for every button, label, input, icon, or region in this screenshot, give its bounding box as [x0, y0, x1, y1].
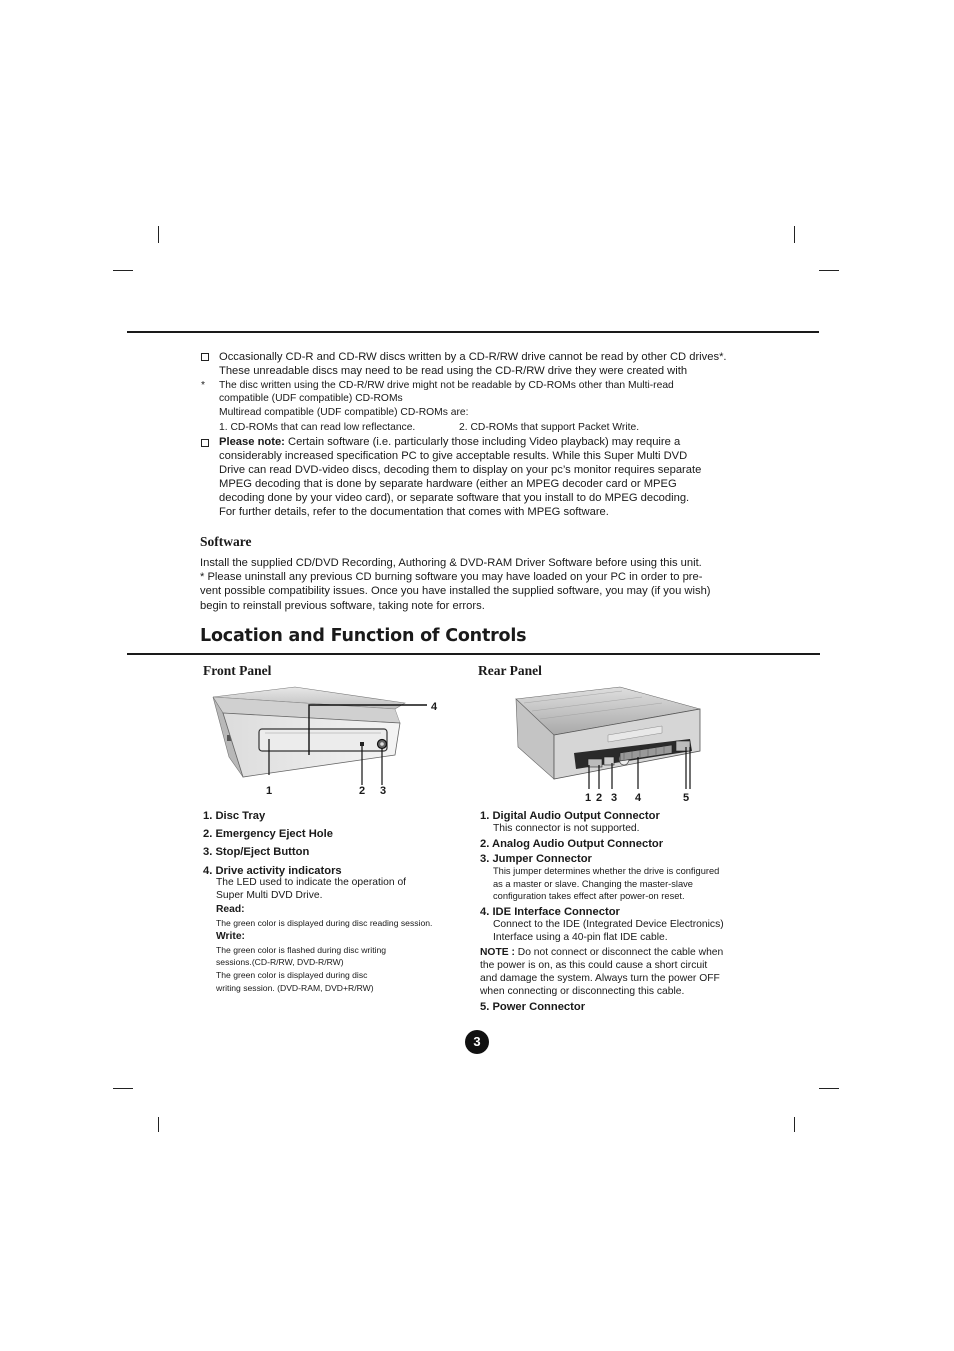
crop-mark — [819, 1088, 839, 1089]
checkbox-bullet-icon — [201, 439, 209, 447]
write-desc-line-2: sessions.(CD-R/RW, DVD-R/RW) — [216, 957, 344, 967]
note-1-line-1: Occasionally CD-R and CD-RW discs written by a CD-R/RW drive cannot be read by other CD drives*. — [219, 351, 727, 363]
rear-callout-3: 3 — [611, 792, 618, 804]
rear-callout-1: 1 — [585, 792, 592, 804]
rear-item-5: 5. Power Connector — [480, 1001, 586, 1013]
please-note-line-2: considerably increased specification PC to give acceptable results. While this Super Multi DVD — [219, 450, 688, 462]
rear-item-1: 1. Digital Audio Output Connector — [480, 810, 660, 822]
front-callout-4: 4 — [431, 701, 438, 713]
rear-callout-4: 4 — [635, 792, 642, 804]
please-note-label: Please note: — [219, 436, 285, 448]
front-panel-heading: Front Panel — [203, 663, 272, 678]
write-desc-line-4: writing session. (DVD-RAM, DVD+R/RW) — [216, 983, 374, 993]
please-note-text: Certain software (i.e. particularly those including Video playback) may require a — [284, 436, 681, 448]
page-number: 3 — [465, 1030, 489, 1054]
front-item-3: 3. Stop/Eject Button — [203, 846, 310, 858]
front-callout-1: 1 — [266, 785, 273, 797]
please-note-line-3: Drive can read DVD-video discs, decoding them to display on your pc’s monitor requires separate — [219, 464, 702, 476]
please-note-line-1 — [219, 435, 680, 449]
please-note-line-6: For further details, refer to the documentation that comes with MPEG software. — [219, 506, 609, 518]
rear-item-3-desc-1: This jumper determines whether the drive is configured — [493, 866, 720, 876]
rear-panel-drive-illustration — [512, 685, 708, 793]
crop-mark — [794, 226, 795, 243]
footnote-marker: * — [201, 380, 206, 391]
top-rule — [127, 331, 819, 333]
software-heading: Software — [200, 534, 252, 549]
read-label: Read: — [216, 904, 245, 915]
front-item-1: 1. Disc Tray — [203, 810, 266, 822]
led-desc-line-2: Super Multi DVD Drive. — [216, 890, 323, 901]
write-label: Write: — [216, 931, 245, 942]
note-1-line-2: These unreadable discs may need to be read using the CD-R/RW drive they were created with — [219, 365, 688, 377]
crop-mark — [794, 1117, 795, 1132]
crop-mark — [158, 1117, 159, 1132]
footnote-item-1: 1. CD-ROMs that can read low reflectance. — [219, 422, 416, 433]
front-item-4: 4. Drive activity indicators — [203, 865, 342, 877]
rear-item-3: 3. Jumper Connector — [480, 853, 592, 865]
checkbox-bullet-icon — [201, 353, 209, 361]
rear-item-3-desc-2: as a master or slave. Changing the master-slave — [493, 879, 693, 889]
section-rule — [127, 653, 820, 655]
rear-item-4: 4. IDE Interface Connector — [480, 906, 620, 918]
crop-mark — [113, 1088, 133, 1089]
footnote-item-2: 2. CD-ROMs that support Packet Write. — [459, 422, 640, 433]
crop-mark — [158, 226, 159, 243]
please-note-line-5: decoding done by your video card), or separate software that you install to do MPEG decoding. — [219, 492, 690, 504]
led-desc-line-1: The LED used to indicate the operation of — [216, 877, 407, 888]
rear-note-line-4: when connecting or disconnecting this cable. — [480, 986, 685, 997]
footnote-line-1: The disc written using the CD-R/RW drive might not be readable by CD-ROMs other than Multi-read — [219, 380, 674, 391]
rear-item-3-desc-3: configuration takes effect after power-on reset. — [493, 891, 685, 901]
rear-item-1-desc: This connector is not supported. — [493, 823, 640, 834]
rear-note-text: Do not connect or disconnect the cable when — [514, 947, 724, 958]
software-line-1: Install the supplied CD/DVD Recording, Authoring & DVD-RAM Driver Software before using this unit. — [200, 557, 702, 569]
footnote-line-3: Multiread compatible (UDF compatible) CD-ROMs are: — [219, 407, 469, 418]
crop-mark — [113, 270, 133, 271]
rear-item-4-desc-2: Interface using a 40-pin flat IDE cable. — [493, 932, 668, 943]
read-desc: The green color is displayed during disc reading session. — [216, 918, 433, 928]
rear-callout-5: 5 — [683, 792, 690, 804]
software-line-3: vent possible compatibility issues. Once you have installed the supplied software, you may (if you wish) — [200, 585, 711, 597]
software-line-4: begin to reinstall previous software, taking note for errors. — [200, 600, 485, 612]
software-line-2: * Please uninstall any previous CD burning software you may have loaded on your PC in order to pre- — [200, 571, 703, 583]
rear-note-label: NOTE : — [480, 947, 515, 958]
rear-item-2: 2. Analog Audio Output Connector — [480, 838, 664, 850]
write-desc-line-1: The green color is flashed during disc writing — [216, 945, 387, 955]
rear-panel-heading: Rear Panel — [478, 663, 542, 678]
front-panel-drive-illustration — [205, 685, 455, 803]
front-callout-2: 2 — [359, 785, 366, 797]
write-desc-line-3: The green color is displayed during disc — [216, 970, 368, 980]
rear-callout-2: 2 — [596, 792, 603, 804]
crop-mark — [819, 270, 839, 271]
footnote-line-2: compatible (UDF compatible) CD-ROMs — [219, 393, 403, 404]
please-note-line-4: MPEG decoding that is done by separate hardware (either an MPEG decoder card or MPEG — [219, 478, 677, 490]
front-item-2: 2. Emergency Eject Hole — [203, 828, 333, 840]
rear-item-4-desc-1: Connect to the IDE (Integrated Device Electronics) — [493, 919, 724, 930]
rear-note-line-1 — [480, 946, 723, 959]
rear-note-line-3: and damage the system. Always turn the power OFF — [480, 973, 720, 984]
rear-note-line-2: the power is on, as this could cause a short circuit — [480, 960, 708, 971]
section-title: Location and Function of Controls — [200, 626, 527, 646]
front-callout-3: 3 — [380, 785, 387, 797]
